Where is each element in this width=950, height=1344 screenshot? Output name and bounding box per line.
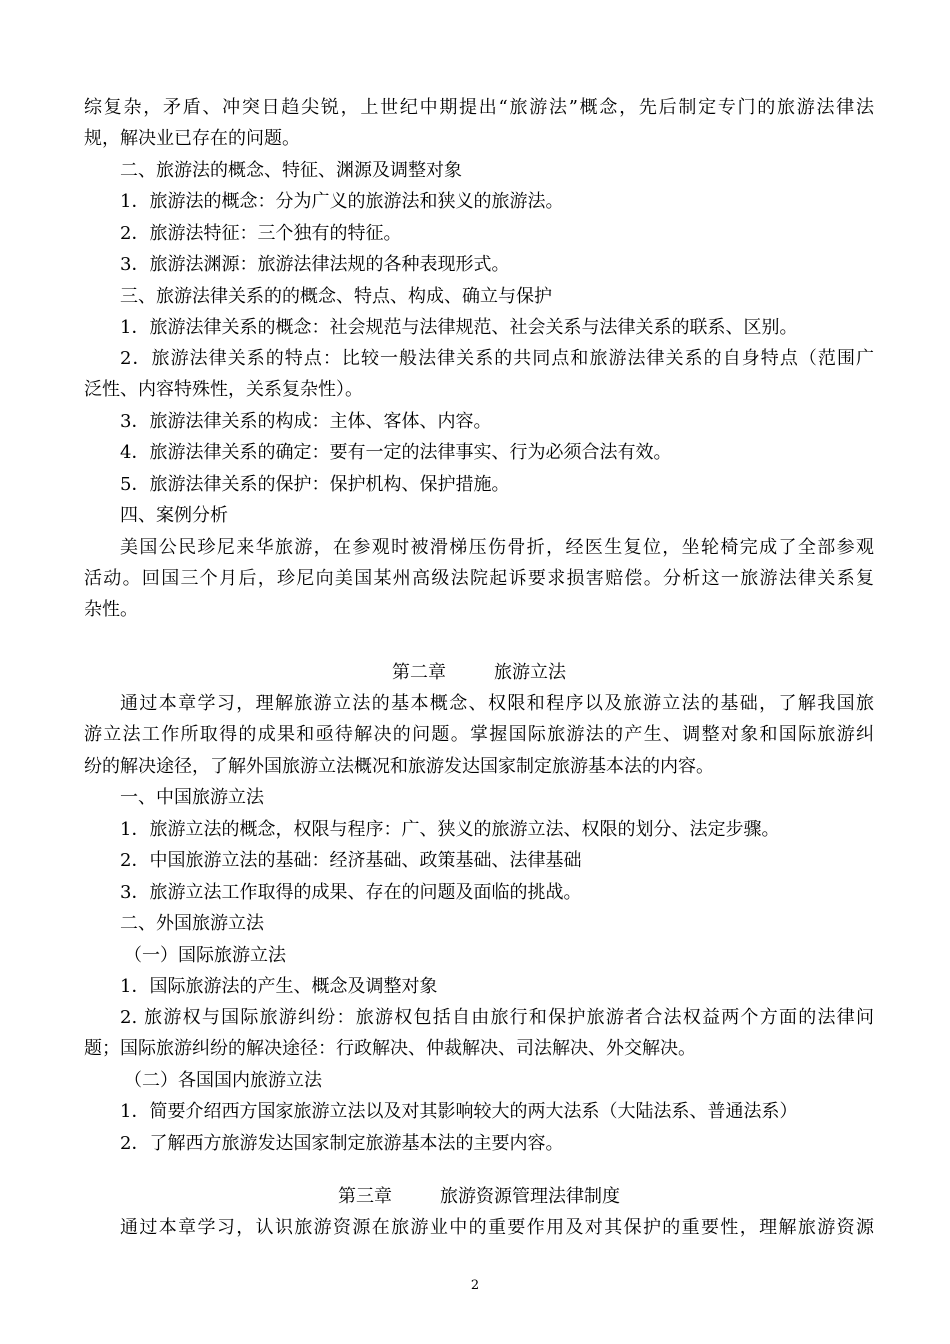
chapter-number: 第二章: [392, 662, 446, 683]
list-item-continuation: 泛性、内容特殊性，关系复杂性）。: [84, 379, 363, 400]
paragraph-line: 通过本章学习，认识旅游资源在旅游业中的重要作用及对其保护的重要性，理解旅游资源: [120, 1217, 874, 1238]
list-item: 1．旅游法的概念：分为广义的旅游法和狭义的旅游法。: [120, 191, 564, 212]
list-item: 3．旅游立法工作取得的成果、存在的问题及面临的挑战。: [120, 882, 582, 903]
list-item: 5．旅游法律关系的保护：保护机构、保护措施。: [120, 474, 510, 495]
list-item: 3．旅游法律关系的构成：主体、客体、内容。: [120, 411, 492, 432]
list-item: 2．旅游法律关系的特点：比较一般法律关系的共同点和旅游法律关系的自身特点（范围广: [120, 348, 874, 369]
list-item: 1．简要介绍西方国家旅游立法以及对其影响较大的两大法系（大陆法系、普通法系）: [120, 1101, 798, 1122]
section-heading: 四、案例分析: [120, 505, 228, 526]
paragraph-line: 综复杂，矛盾、冲突日趋尖锐，上世纪中期提出“旅游法”概念，先后制定专门的旅游法律法: [84, 97, 874, 118]
subsection-heading: （一）国际旅游立法: [124, 945, 286, 966]
page-number: 2: [470, 1278, 480, 1293]
chapter-number: 第三章: [338, 1186, 392, 1207]
section-heading: 三、旅游法律关系的的概念、特点、构成、确立与保护: [120, 286, 552, 307]
paragraph-line: 活动。回国三个月后，珍尼向美国某州高级法院起诉要求损害赔偿。分析这一旅游法律关系复: [84, 568, 874, 589]
list-item: 1．旅游立法的概念，权限与程序：广、狭义的旅游立法、权限的划分、法定步骤。: [120, 819, 780, 840]
list-item-continuation: 题；国际旅游纠纷的解决途径：行政解决、仲裁解决、司法解决、外交解决。: [84, 1038, 696, 1059]
paragraph-line: 游立法工作所取得的成果和亟待解决的问题。掌握国际旅游法的产生、调整对象和国际旅游纠: [84, 724, 874, 745]
list-item: 1．国际旅游法的产生、概念及调整对象: [120, 976, 438, 997]
chapter-title: 旅游资源管理法律制度: [440, 1186, 620, 1207]
section-heading: 二、外国旅游立法: [120, 913, 264, 934]
chapter-heading: [84, 1185, 874, 1209]
list-item: 4．旅游法律关系的确定：要有一定的法律事实、行为必须合法有效。: [120, 442, 672, 463]
list-item: 1．旅游法律关系的概念：社会规范与法律规范、社会关系与法律关系的联系、区别。: [120, 317, 798, 338]
list-item: 2. 旅游权与国际旅游纠纷：旅游权包括自由旅行和保护旅游者合法权益两个方面的法律问: [120, 1007, 874, 1028]
chapter-heading: [84, 661, 874, 685]
paragraph-line: 纷的解决途径，了解外国旅游立法概况和旅游发达国家制定旅游基本法的内容。: [84, 756, 714, 777]
list-item: 2．旅游法特征：三个独有的特征。: [120, 223, 402, 244]
subsection-heading: （二）各国国内旅游立法: [124, 1070, 322, 1091]
list-item: 2．了解西方旅游发达国家制定旅游基本法的主要内容。: [120, 1133, 564, 1154]
section-heading: 二、旅游法的概念、特征、渊源及调整对象: [120, 160, 462, 181]
paragraph-line: 美国公民珍尼来华旅游，在参观时被滑梯压伤骨折，经医生复位，坐轮椅完成了全部参观: [120, 537, 874, 558]
section-heading: 一、中国旅游立法: [120, 787, 264, 808]
paragraph-line: 规，解决业已存在的问题。: [84, 128, 300, 149]
paragraph-line: 通过本章学习，理解旅游立法的基本概念、权限和程序以及旅游立法的基础，了解我国旅: [120, 693, 874, 714]
list-item: 2．中国旅游立法的基础：经济基础、政策基础、法律基础: [120, 850, 582, 871]
chapter-title: 旅游立法: [494, 662, 566, 683]
paragraph-line: 杂性。: [84, 599, 138, 620]
list-item: 3．旅游法渊源：旅游法律法规的各种表现形式。: [120, 254, 510, 275]
